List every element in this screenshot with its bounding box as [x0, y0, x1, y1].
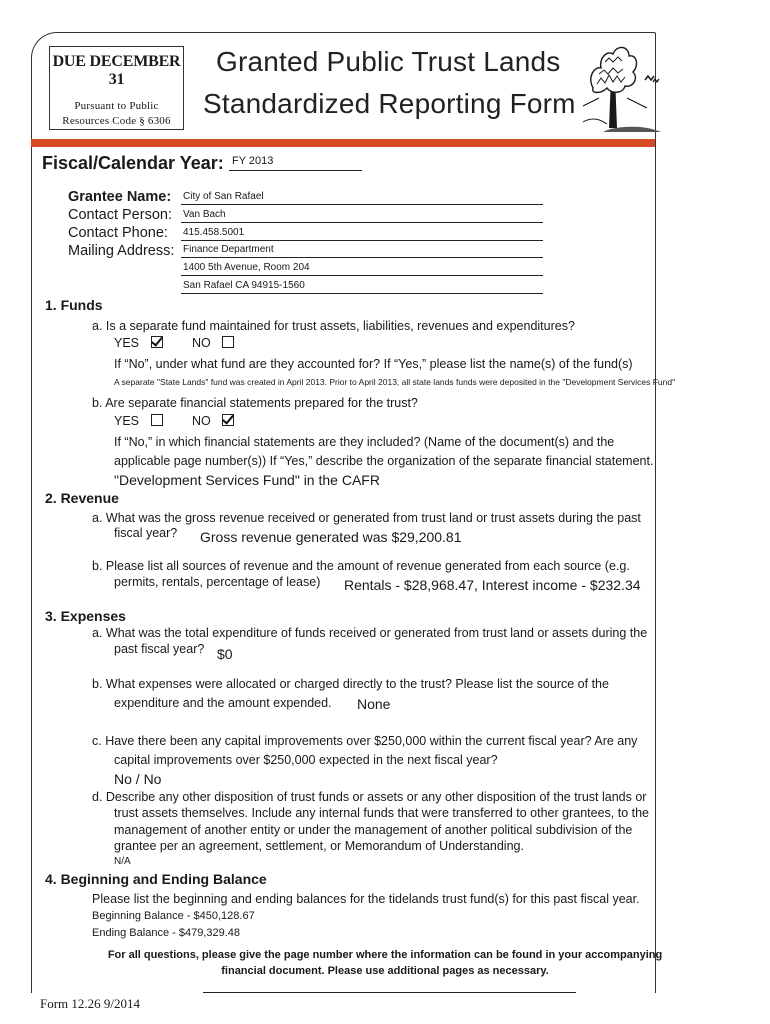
- due-date-title: DUE DECEMBER 31: [52, 53, 181, 88]
- funds-qb-yes-checkbox[interactable]: [151, 414, 163, 426]
- statute-line-1: Pursuant to Public: [74, 100, 159, 112]
- address-underline-2: [181, 275, 543, 276]
- form-title-line-1: Granted Public Trust Lands: [216, 46, 561, 77]
- statute-line-2: Resources Code § 6306: [62, 115, 171, 127]
- revenue-question-a-line-1: a. What was the gross revenue received or generated from trust land or trust assets during the past: [92, 511, 641, 525]
- balance-question: Please list the beginning and ending balances for the tidelands trust fund(s) for this past fiscal year.: [92, 892, 640, 906]
- section-funds-heading: 1. Funds: [45, 297, 103, 313]
- grantee-name-field[interactable]: City of San Rafael: [183, 191, 264, 202]
- mailing-address-line-1[interactable]: Finance Department: [183, 244, 274, 255]
- funds-qb-followup-1: If “No,” in which financial statements are they included? (Name of the document(s) and the: [114, 435, 615, 449]
- expenses-question-d-line-3: management of another entity or under the management of another political subdivision of the: [114, 823, 633, 837]
- footer-note: For all questions, please give the page number where the information can be found in your accompanying financial document. Please use additional pages as necessary.: [107, 949, 663, 977]
- revenue-question-b-line-2: permits, rentals, percentage of lease): [114, 575, 321, 589]
- contact-phone-field[interactable]: 415.458.5001: [183, 227, 245, 238]
- form-title-line-2: Standardized Reporting Form: [203, 88, 576, 119]
- revenue-question-a-line-2: fiscal year?: [114, 526, 178, 540]
- fiscal-year-label: Fiscal/Calendar Year:: [42, 153, 224, 173]
- tree-logo-icon: [573, 36, 665, 136]
- funds-qb-no-checkbox[interactable]: [222, 414, 234, 426]
- section-revenue-heading: 2. Revenue: [45, 490, 119, 506]
- expenses-question-a-line-2: past fiscal year?: [114, 642, 205, 656]
- expenses-question-a-line-1: a. What was the total expenditure of funds received or generated from trust land or assets during the: [92, 626, 648, 640]
- form-number: Form 12.26 9/2014: [40, 996, 141, 1011]
- expenses-question-d-line-2: trust assets themselves. Include any internal funds that were transferred to other grantees, to the: [114, 806, 650, 820]
- contact-person-field[interactable]: Van Bach: [183, 209, 226, 220]
- revenue-question-b-line-1: b. Please list all sources of revenue and the amount of revenue generated from each source (e.g.: [92, 559, 630, 573]
- yes-label: YES: [114, 336, 140, 350]
- grantee-name-underline: [181, 204, 543, 205]
- address-underline-3: [181, 293, 543, 294]
- expenses-question-b-line-2: expenditure and the amount expended.: [114, 696, 332, 710]
- funds-question-b: b. Are separate financial statements prepared for the trust?: [92, 396, 418, 410]
- expenses-qc-answer[interactable]: No / No: [114, 771, 162, 787]
- fiscal-year-field[interactable]: FY 2013: [232, 155, 274, 167]
- section-expenses-heading: 3. Expenses: [45, 608, 126, 624]
- expenses-qa-answer[interactable]: $0: [217, 646, 233, 662]
- funds-question-a: a. Is a separate fund maintained for trust assets, liabilities, revenues and expenditures?: [92, 319, 575, 333]
- header-accent-bar: [31, 139, 655, 147]
- contact-phone-underline: [181, 240, 543, 241]
- funds-qa-options: [114, 335, 234, 352]
- expenses-question-c-line-2: capital improvements over $250,000 expected in the next fiscal year?: [114, 753, 498, 767]
- due-date-box: [49, 46, 184, 130]
- section-balance-heading: 4. Beginning and Ending Balance: [45, 871, 267, 887]
- revenue-qa-answer[interactable]: Gross revenue generated was $29,200.81: [200, 529, 462, 545]
- contact-phone-label: Contact Phone:: [68, 225, 168, 241]
- expenses-question-c-line-1: c. Have there been any capital improvements over $250,000 within the current fiscal year? Are any: [92, 734, 638, 748]
- mailing-address-line-2[interactable]: 1400 5th Avenue, Room 204: [183, 262, 310, 273]
- grantee-name-label: Grantee Name:: [68, 189, 172, 205]
- address-underline-1: [181, 257, 543, 258]
- beginning-balance[interactable]: Beginning Balance - $450,128.67: [92, 910, 255, 922]
- contact-person-label: Contact Person:: [68, 207, 172, 223]
- revenue-qb-answer[interactable]: Rentals - $28,968.47, Interest income - $232.34: [344, 577, 641, 593]
- expenses-question-d-line-1: d. Describe any other disposition of trust funds or assets or any other disposition of the trust lands or: [92, 790, 647, 804]
- funds-qb-answer[interactable]: "Development Services Fund" in the CAFR: [114, 472, 380, 488]
- expenses-question-d-line-4: grantee per an agreement, settlement, or Memorandum of Understanding.: [114, 839, 524, 853]
- funds-qa-answer[interactable]: A separate "State Lands" fund was created in April 2013. Prior to April 2013, all state lands funds were deposited in the "Development Services Fund": [114, 377, 676, 387]
- funds-qb-followup-2: applicable page number(s)) If “Yes,” describe the organization of the separate financial statement.: [114, 454, 654, 468]
- footer-divider: [203, 992, 576, 993]
- funds-qa-no-checkbox[interactable]: [222, 336, 234, 348]
- funds-qa-yes-checkbox[interactable]: [151, 336, 163, 348]
- ending-balance[interactable]: Ending Balance - $479,329.48: [92, 927, 241, 939]
- mailing-address-label: Mailing Address:: [68, 243, 175, 259]
- funds-qb-options: YES NO: [114, 413, 234, 430]
- expenses-question-b-line-1: b. What expenses were allocated or charged directly to the trust? Please list the source of the: [92, 677, 609, 691]
- funds-qa-followup: If “No”, under what fund are they accounted for? If “Yes,” please list the name(s) of the fund(s): [114, 357, 633, 371]
- mailing-address-line-3[interactable]: San Rafael CA 94915-1560: [183, 280, 305, 291]
- fiscal-year-underline: [229, 170, 362, 171]
- contact-person-underline: [181, 222, 543, 223]
- no-label: NO: [191, 336, 211, 350]
- expenses-qb-answer[interactable]: None: [357, 696, 391, 712]
- expenses-qd-answer[interactable]: N/A: [114, 856, 131, 867]
